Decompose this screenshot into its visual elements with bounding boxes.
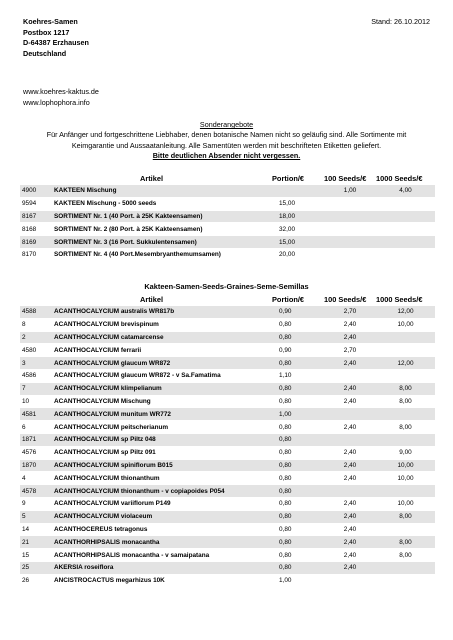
table-row (20, 210, 435, 223)
table-row (20, 549, 435, 562)
price-1000-seeds (376, 223, 435, 236)
portion-price: 15,00 (279, 236, 324, 249)
portion-price: 0,80 (279, 510, 324, 523)
article-name: SORTIMENT Nr. 4 (40 Port.Mesembryanthemumsamen) (54, 248, 279, 261)
special-offers-table (20, 185, 435, 262)
price-1000-seeds: 8,00 (376, 421, 435, 434)
table-row (20, 433, 435, 446)
article-number: 8170 (20, 248, 54, 261)
portion-price: 0,80 (279, 472, 324, 485)
portion-price: 0,80 (279, 421, 324, 434)
price-1000-seeds: 8,00 (376, 536, 435, 549)
article-name: ACANTHOCALYCIUM klimpelianum (54, 382, 279, 395)
table-row (20, 248, 435, 261)
date-stamp: Stand: 26.10.2012 (371, 17, 430, 26)
price-100-seeds (324, 485, 376, 498)
table-row (20, 446, 435, 459)
article-name: ACANTHOCALYCIUM australis WR817b (54, 306, 279, 318)
col-artikel: Artikel (140, 295, 164, 304)
article-number: 8167 (20, 210, 54, 223)
table-row (20, 510, 435, 523)
price-100-seeds: 2,40 (324, 510, 376, 523)
article-name: ACANTHOCALYCIUM thionanthum - v copiapoides P054 (54, 485, 279, 498)
price-100-seeds: 2,40 (324, 549, 376, 562)
price-100-seeds: 2,40 (324, 561, 376, 574)
article-name: ACANTHORHIPSALIS monacantha (54, 536, 279, 549)
offer-notice: Bitte deutlichen Absender nicht vergessen. (152, 151, 301, 161)
website-link-koehres[interactable]: www.koehres-kaktus.de (23, 87, 99, 96)
article-name: ANCISTROCACTUS megarhizus 10K (54, 574, 279, 587)
article-number: 10 (20, 395, 54, 408)
price-100-seeds (324, 574, 376, 587)
article-number: 4586 (20, 369, 54, 382)
col-1000-seeds: 1000 Seeds/€ (376, 174, 423, 183)
portion-price: 0,80 (279, 523, 324, 536)
portion-price: 0,80 (279, 485, 324, 498)
price-1000-seeds (376, 236, 435, 249)
article-number: 21 (20, 536, 54, 549)
article-number: 4576 (20, 446, 54, 459)
price-1000-seeds (376, 408, 435, 421)
price-100-seeds (324, 369, 376, 382)
price-1000-seeds: 10,00 (376, 472, 435, 485)
table-row (20, 318, 435, 331)
special-offer-block (20, 120, 433, 162)
website-link-lophophora[interactable]: www.lophophora.info (23, 97, 90, 107)
section-title-seeds: Kakteen-Samen-Seeds-Graines-Seme-Semillas (144, 282, 309, 291)
price-100-seeds: 2,40 (324, 318, 376, 331)
portion-price: 0,80 (279, 395, 324, 408)
price-100-seeds: 2,40 (324, 472, 376, 485)
price-100-seeds: 2,40 (324, 536, 376, 549)
price-1000-seeds (376, 248, 435, 261)
price-100-seeds (324, 197, 376, 210)
portion-price: 0,90 (279, 344, 324, 357)
col-100-seeds: 100 Seeds/€ (324, 295, 367, 304)
article-number: 1871 (20, 433, 54, 446)
portion-price (279, 185, 324, 197)
portion-price: 0,80 (279, 331, 324, 344)
price-1000-seeds (376, 197, 435, 210)
table-row (20, 344, 435, 357)
table-row (20, 523, 435, 536)
table-row (20, 485, 435, 498)
portion-price: 0,80 (279, 536, 324, 549)
price-100-seeds: 2,70 (324, 306, 376, 318)
price-1000-seeds (376, 433, 435, 446)
offer-text-line-2: Keimgarantie und Aussaatanleitung. Alle Samentüten werden mit beschrifteten Etiketten geliefert. (71, 140, 382, 150)
price-100-seeds: 2,70 (324, 344, 376, 357)
table-row (20, 459, 435, 472)
price-100-seeds (324, 236, 376, 249)
city: D-64387 Erzhausen (23, 38, 89, 48)
portion-price: 0,80 (279, 459, 324, 472)
portion-price: 0,80 (279, 357, 324, 370)
article-name: ACANTHOCALYCIUM spiniflorum B015 (54, 459, 279, 472)
article-name: KAKTEEN Mischung - 5000 seeds (54, 197, 279, 210)
price-1000-seeds (376, 561, 435, 574)
article-number: 8169 (20, 236, 54, 249)
table-row (20, 395, 435, 408)
article-number: 4578 (20, 485, 54, 498)
table-row (20, 223, 435, 236)
table-row (20, 357, 435, 370)
article-name: KAKTEEN Mischung (54, 185, 279, 197)
article-name: ACANTHOCALYCIUM variiflorum P149 (54, 497, 279, 510)
price-100-seeds: 2,40 (324, 395, 376, 408)
price-100-seeds: 2,40 (324, 331, 376, 344)
col-1000-seeds: 1000 Seeds/€ (376, 295, 423, 304)
article-number: 8168 (20, 223, 54, 236)
portion-price: 18,00 (279, 210, 324, 223)
article-name: ACANTHOCALYCIUM munitum WR772 (54, 408, 279, 421)
article-name: ACANTHOCALYCIUM violaceum (54, 510, 279, 523)
article-name: ACANTHOCALYCIUM sp Piltz 048 (54, 433, 279, 446)
article-name: SORTIMENT Nr. 3 (16 Port. Sukkulentensamen) (54, 236, 279, 249)
price-1000-seeds (376, 523, 435, 536)
seed-price-table (20, 306, 435, 588)
portion-price: 1,00 (279, 408, 324, 421)
portion-price: 1,00 (279, 574, 324, 587)
table-row (20, 561, 435, 574)
article-name: ACANTHOCALYCIUM Mischung (54, 395, 279, 408)
table-row (20, 472, 435, 485)
price-1000-seeds: 12,00 (376, 357, 435, 370)
portion-price: 20,00 (279, 248, 324, 261)
website-links (23, 87, 99, 108)
col-artikel: Artikel (140, 174, 164, 183)
portion-price: 32,00 (279, 223, 324, 236)
article-name: ACANTHOCALYCIUM glaucum WR872 (54, 357, 279, 370)
article-name: AKERSIA roseiflora (54, 561, 279, 574)
article-number: 9594 (20, 197, 54, 210)
price-100-seeds (324, 210, 376, 223)
portion-price: 0,80 (279, 433, 324, 446)
sender-address (23, 17, 89, 59)
price-1000-seeds: 10,00 (376, 497, 435, 510)
price-1000-seeds (376, 485, 435, 498)
col-portion: Portion/€ (272, 295, 305, 304)
table-row (20, 369, 435, 382)
article-name: SORTIMENT Nr. 2 (80 Port. à 25K Kakteensamen) (54, 223, 279, 236)
price-1000-seeds (376, 344, 435, 357)
article-number: 25 (20, 561, 54, 574)
article-number: 4581 (20, 408, 54, 421)
price-100-seeds (324, 408, 376, 421)
offer-title: Sonderangebote (199, 120, 254, 129)
price-100-seeds (324, 248, 376, 261)
article-name: ACANTHOCEREUS tetragonus (54, 523, 279, 536)
table-row (20, 236, 435, 249)
price-1000-seeds: 8,00 (376, 510, 435, 523)
article-name: ACANTHOCALYCIUM brevispinum (54, 318, 279, 331)
article-name: ACANTHORHIPSALIS monacantha - v samaipatana (54, 549, 279, 562)
table-row (20, 497, 435, 510)
article-number: 15 (20, 549, 54, 562)
price-1000-seeds: 8,00 (376, 395, 435, 408)
offer-text-line-1: Für Anfänger und fortgeschrittene Liebhaber, denen botanische Namen nicht so geläufig sind. Alle Sortimente mit (46, 130, 407, 140)
portion-price: 0,80 (279, 446, 324, 459)
country: Deutschland (23, 48, 67, 58)
price-1000-seeds: 10,00 (376, 318, 435, 331)
article-number: 14 (20, 523, 54, 536)
price-1000-seeds: 4,00 (376, 185, 435, 197)
article-number: 1870 (20, 459, 54, 472)
portion-price: 0,80 (279, 497, 324, 510)
price-1000-seeds (376, 210, 435, 223)
price-100-seeds: 2,40 (324, 421, 376, 434)
article-number: 5 (20, 510, 54, 523)
table-row (20, 306, 435, 318)
portion-price: 0,80 (279, 382, 324, 395)
portion-price: 0,90 (279, 306, 324, 318)
price-1000-seeds: 10,00 (376, 459, 435, 472)
article-number: 9 (20, 497, 54, 510)
price-1000-seeds: 9,00 (376, 446, 435, 459)
article-name: ACANTHOCALYCIUM peitscherianum (54, 421, 279, 434)
portion-price: 15,00 (279, 197, 324, 210)
article-name: ACANTHOCALYCIUM ferrarii (54, 344, 279, 357)
table-row (20, 536, 435, 549)
article-number: 2 (20, 331, 54, 344)
portion-price: 0,80 (279, 318, 324, 331)
price-1000-seeds: 12,00 (376, 306, 435, 318)
price-100-seeds: 2,40 (324, 459, 376, 472)
table-row (20, 421, 435, 434)
portion-price: 1,10 (279, 369, 324, 382)
article-number: 4900 (20, 185, 54, 197)
portion-price: 0,80 (279, 549, 324, 562)
portion-price: 0,80 (279, 561, 324, 574)
table-row (20, 408, 435, 421)
price-1000-seeds (376, 369, 435, 382)
table-row (20, 185, 435, 197)
article-number: 6 (20, 421, 54, 434)
price-100-seeds: 2,40 (324, 357, 376, 370)
price-100-seeds: 2,40 (324, 382, 376, 395)
article-name: ACANTHOCALYCIUM glaucum WR872 - v Sa.Famatima (54, 369, 279, 382)
table-row (20, 331, 435, 344)
article-name: ACANTHOCALYCIUM catamarcense (54, 331, 279, 344)
article-name: ACANTHOCALYCIUM sp Piltz 091 (54, 446, 279, 459)
col-100-seeds: 100 Seeds/€ (324, 174, 367, 183)
price-100-seeds (324, 433, 376, 446)
price-1000-seeds: 8,00 (376, 382, 435, 395)
price-100-seeds: 2,40 (324, 523, 376, 536)
price-100-seeds: 1,00 (324, 185, 376, 197)
table-row (20, 382, 435, 395)
table-row (20, 574, 435, 587)
col-portion: Portion/€ (272, 174, 305, 183)
price-1000-seeds: 8,00 (376, 549, 435, 562)
article-name: SORTIMENT Nr. 1 (40 Port. à 25K Kakteensamen) (54, 210, 279, 223)
price-1000-seeds (376, 574, 435, 587)
article-number: 7 (20, 382, 54, 395)
article-number: 3 (20, 357, 54, 370)
price-1000-seeds (376, 331, 435, 344)
article-name: ACANTHOCALYCIUM thionanthum (54, 472, 279, 485)
price-100-seeds: 2,40 (324, 446, 376, 459)
price-100-seeds (324, 223, 376, 236)
company-name: Koehres-Samen (23, 17, 78, 26)
article-number: 8 (20, 318, 54, 331)
price-100-seeds: 2,40 (324, 497, 376, 510)
article-number: 4588 (20, 306, 54, 318)
article-number: 4 (20, 472, 54, 485)
article-number: 26 (20, 574, 54, 587)
postbox: Postbox 1217 (23, 27, 70, 37)
table-row (20, 197, 435, 210)
article-number: 4580 (20, 344, 54, 357)
